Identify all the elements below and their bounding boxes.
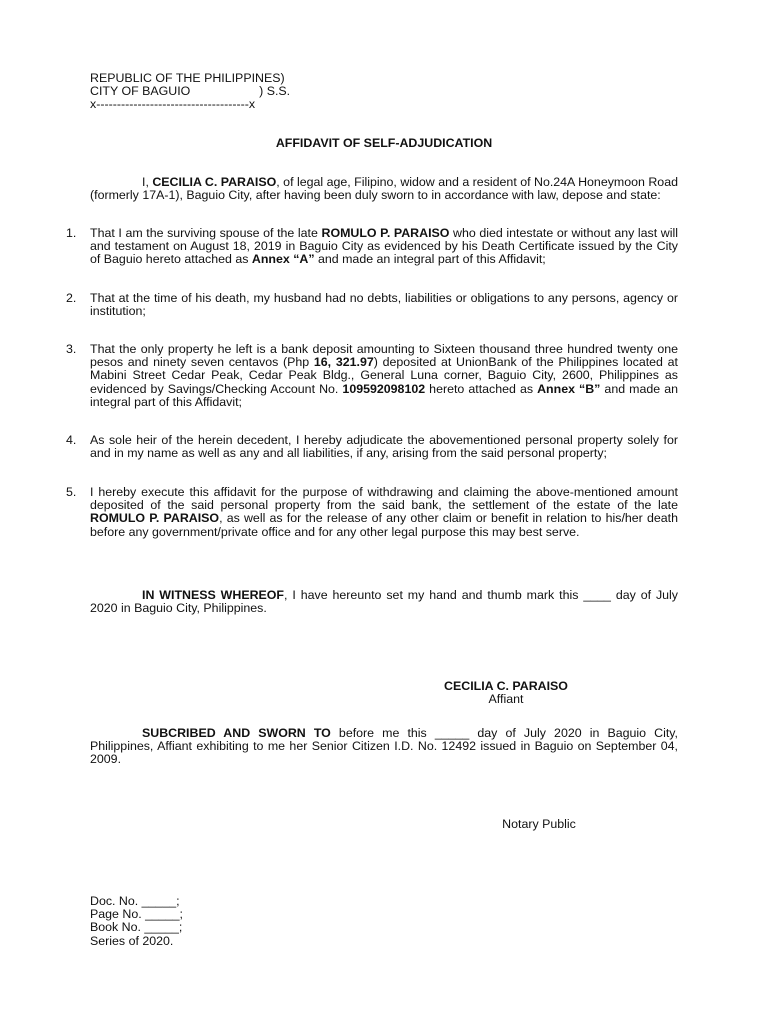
item-number: 3. bbox=[66, 342, 77, 356]
intro-post: , of legal age, Filipino, widow and a resident of No.24A Honeymoon Road (formerly 17A-1), Baguio City, after having been duly sworn to in accordance with law, depose and state: bbox=[90, 175, 678, 203]
annex-a: Annex “A” bbox=[251, 252, 315, 267]
item-text: I hereby execute this affidavit for the purpose of withdrawing and claiming the above-mentioned amount deposited of the said personal property from the said bank, the settlement of the estate of the late bbox=[90, 485, 678, 513]
item-text: That the only property he left is a bank deposit amounting to Sixteen thousand three hundred twenty one pesos and ninety seven centavos (Php bbox=[90, 342, 678, 370]
decedent-name: ROMULO P. PARAISO bbox=[321, 226, 450, 240]
item-text: That I am the surviving spouse of the late bbox=[90, 226, 322, 240]
list-item bbox=[66, 227, 678, 267]
intro-pre: I, bbox=[142, 175, 153, 189]
list-item bbox=[66, 343, 678, 409]
deposit-amount: 16, 321.97 bbox=[313, 355, 374, 370]
witness-paragraph bbox=[90, 589, 678, 615]
jurat-text: before me this _____ day of July 2020 in Baguio City, Philippines, Affiant exhibiting to me her Senior Citizen I.D. No. 12492 issued in Baguio on September 04, 2009. bbox=[90, 726, 678, 767]
jurat-heading: SUBCRIBED AND SWORN TO bbox=[142, 726, 331, 740]
item-text: , as well as for the release of any other claim or benefit in relation to his/her death before any government/private office and for any other legal purpose this may best serve. bbox=[90, 511, 678, 539]
item-text: ) deposited at UnionBank of the Philippines located at Mabini Street Cedar Peak, Cedar Peak Bldg., General Luna corner, Baguio City, 2600, Philippines as evidenced by Savings/Checking Account No. bbox=[90, 355, 678, 396]
item-number: 2. bbox=[66, 291, 77, 305]
decedent-name: ROMULO P. PARAISO bbox=[90, 511, 220, 526]
list-item bbox=[66, 292, 678, 318]
notary-public-label: Notary Public bbox=[502, 817, 576, 831]
item-number: 5. bbox=[66, 485, 77, 499]
intro-paragraph bbox=[90, 176, 678, 202]
affiant-signature-block bbox=[420, 680, 592, 706]
caption-divider: x-------------------------------------x bbox=[90, 97, 256, 112]
item-text: and made an integral part of this Affidavit; bbox=[314, 252, 546, 267]
jurat-paragraph bbox=[90, 727, 678, 767]
list-item bbox=[66, 434, 678, 460]
item-text: As sole heir of the herein decedent, I hereby adjudicate the abovementioned personal property solely for and in my name as well as any and all liabilities, if any, arising from the said personal property; bbox=[90, 433, 678, 461]
account-number: 109592098102 bbox=[342, 381, 426, 396]
doc-number: Doc. No. _____; bbox=[90, 894, 180, 908]
caption-city: CITY OF BAGUIO ) S.S. bbox=[90, 84, 291, 99]
list-item bbox=[66, 486, 678, 539]
annex-b: Annex “B” bbox=[537, 381, 601, 396]
item-number: 4. bbox=[66, 433, 77, 447]
notarial-register bbox=[90, 895, 290, 948]
caption-venue bbox=[90, 72, 350, 112]
witness-heading: IN WITNESS WHEREOF bbox=[142, 588, 285, 602]
witness-text: , I have hereunto set my hand and thumb mark this ____ day of July 2020 in Baguio City, Philippines. bbox=[90, 588, 678, 616]
item-text: That at the time of his death, my husband had no debts, liabilities or obligations to any persons, agency or institution; bbox=[90, 291, 678, 319]
book-number: Book No. _____; bbox=[90, 920, 183, 935]
document-title: AFFIDAVIT OF SELF-ADJUDICATION bbox=[275, 136, 493, 150]
item-text: who died intestate or without any last will and testament on August 18, 2019 in Baguio City as evidenced by his Death Certificate issued by the City of Baguio hereto attached as bbox=[90, 226, 678, 267]
item-text: and made an integral part of this Affidavit; bbox=[90, 381, 678, 409]
item-number: 1. bbox=[66, 226, 77, 240]
page-number: Page No. _____; bbox=[90, 907, 184, 922]
item-text: hereto attached as bbox=[425, 381, 538, 396]
signature-name: CECILIA C. PARAISO bbox=[444, 679, 568, 693]
series-year: Series of 2020. bbox=[90, 933, 174, 948]
signature-role: Affiant bbox=[488, 692, 524, 707]
affiant-name: CECILIA C. PARAISO bbox=[152, 175, 277, 189]
caption-republic: REPUBLIC OF THE PHILIPPINES) bbox=[90, 71, 285, 85]
